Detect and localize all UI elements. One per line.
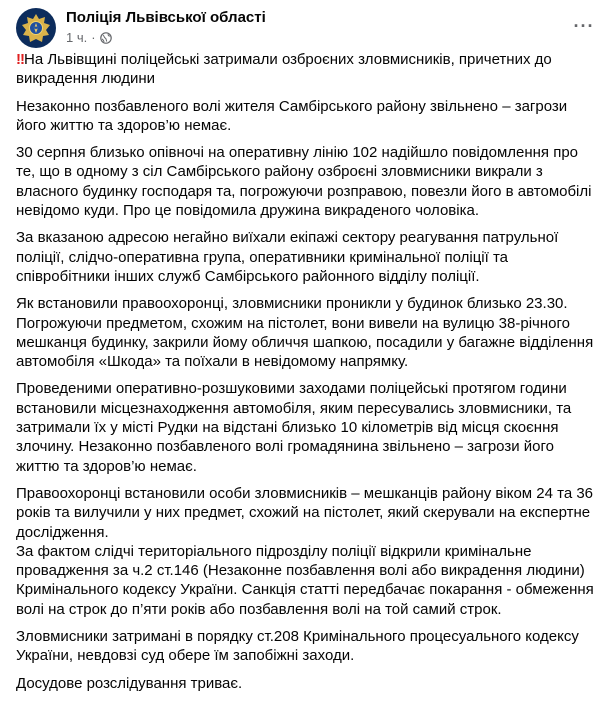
post-paragraph-1: Незаконно позбавленого волі жителя Самбірського району звільнено – загрози його життю та здоров’ю немає. xyxy=(16,97,568,134)
post-paragraph-6b: За фактом слідчі територіального підрозділу поліції відкрили кримінальне провадження за ч.2 ст.146 (Незаконне позбавлення волі або викрадення людини) Кримінального кодексу України. Санкція статті передбачає покарання - обмеження волі на строк до п’яти років або позбавлення волі на той самий строк. xyxy=(16,542,594,618)
post-paragraph-4: Як встановили правоохоронці, зловмисники проникли у будинок близько 23.30. Погрожуючи предметом, схожим на пістолет, вони вивели на вулицю 38-річного мешканця будинку, закрили йому обличчя шапкою, посадили у багажне відділення автомобіля «Шкода» та поїхали в невідомому напрямку. xyxy=(16,295,594,371)
post-time-link[interactable]: 1 ч. xyxy=(66,30,88,45)
meta-separator: · xyxy=(91,30,96,45)
post-headline xyxy=(16,50,598,89)
post-paragraph-5: Проведеними оперативно-розшуковими заходами поліцейські протягом години встановили місцезнаходження автомобіля, яким пересувались зловмисники, та затримали їх у місті Рудки на відстані близько 10 кілометрів від місця скоєння злочину. Незаконно позбавленого волі громадянина звільнено – загрози його життю та здоров’ю немає. xyxy=(16,380,572,475)
globe-icon[interactable] xyxy=(100,32,112,44)
double-exclamation-icon: !! xyxy=(16,51,24,68)
post-meta xyxy=(66,30,112,45)
headline-text: На Львівщині поліцейські затримали озброєних зловмисників, причетних до викрадення людини xyxy=(16,51,552,88)
post-paragraph-2: 30 серпня близько опівночі на оперативну лінію 102 надійшло повідомлення про те, що в одному з сіл Самбірського району озброєні зловмисники викрали з власного будинку господаря та, погрожуючи розправою, повезли його в автомобілі невідомо куди. Про це повідомила дружина викраденого чоловіка. xyxy=(16,144,592,220)
post-content xyxy=(16,50,598,701)
post-paragraph-8: Досудове розслідування триває. xyxy=(16,674,243,692)
more-options-icon: ··· xyxy=(573,15,595,36)
page-name-link[interactable]: Поліція Львівської області xyxy=(66,9,266,26)
police-emblem-icon xyxy=(21,13,51,43)
post-paragraph-6a: Правоохоронці встановили особи зловмисників – мешканців району віком 24 та 36 років та вилучили у них предмет, схожий на пістолет, який скерували на експертне дослідження. xyxy=(16,484,594,541)
post-paragraph-7: Зловмисники затримані в порядку ст.208 Кримінального процесуального кодексу України, невдовзі суд обере їм запобіжні заходи. xyxy=(16,628,579,665)
more-options-button[interactable] xyxy=(570,12,598,40)
post-paragraph-3: За вказаною адресою негайно виїхали екіпажі сектору реагування патрульної поліції, слідчо-оперативна група, оперативники кримінальної поліції та співробітники інших служб Самбірського районного відділу поліції. xyxy=(16,229,559,285)
page-avatar[interactable] xyxy=(16,8,56,48)
